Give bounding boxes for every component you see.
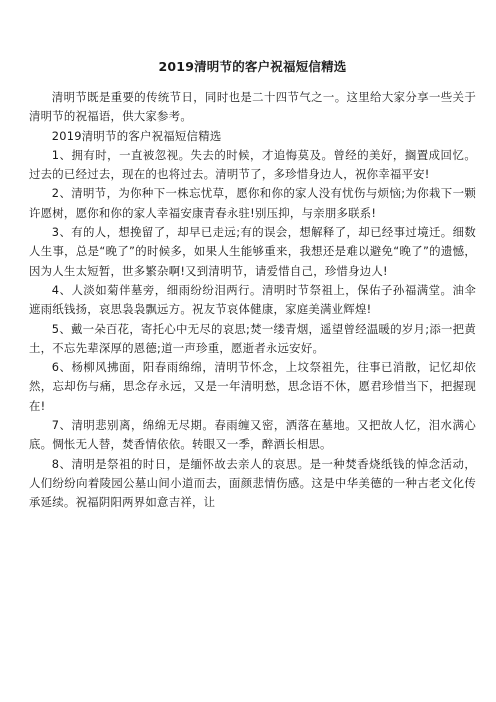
document-title: 2019清明节的客户祝福短信精选 [158, 59, 347, 74]
message-4: 4、人淡如菊伴墓旁，细雨纷纷泪两行。清明时节祭祖上，保佑子孙福满堂。油伞遮雨纸钱扬，哀思袅袅飘远方。祝友节哀体健康，家庭美满业辉煌! [29, 282, 476, 317]
section-heading: 2019清明节的客户祝福短信精选 [51, 128, 222, 143]
message-7: 7、清明悲别离，绵绵无尽期。春雨缠又密，洒落在墓地。又把故人忆，泪水满心底。惆怅无人替，焚香情依依。转眼又一季，醉酒长相思。 [29, 418, 476, 452]
message-5: 5、戴一朵百花，寄托心中无尽的哀思;焚一缕青烟，遥望曾经温暖的岁月;添一把黄土，不忘先辈深厚的恩德;道一声珍重，愿逝者永远安好。 [29, 321, 476, 355]
message-6: 6、杨柳风拂面，阳春雨绵绵，清明节怀念，上坟祭祖先，往事已消散，记忆却依然，忘却伤与痛，思念存永远，又是一年清明愁，思念语不休，愿君珍惜当下，把握现在! [29, 360, 476, 413]
intro-paragraph: 清明节既是重要的传统节日，同时也是二十四节气之一。这里给大家分享一些关于清明节的祝福语，供大家参考。 [29, 90, 476, 124]
message-8: 8、清明是祭祖的时日，是缅怀故去亲人的哀思。是一种焚香烧纸钱的悼念活动，人们纷纷向着陵园公墓山间小道而去，面颜悲情伤感。这是中华美德的一种古老文化传承延续。祝福阴阳两界如意吉祥，让 [29, 456, 476, 510]
message-2: 2、清明节，为你种下一株忘忧草，愿你和你的家人没有忧伤与烦恼;为你栽下一颗许愿树，愿你和你的家人幸福安康青春永驻!别压抑，与亲朋多联系! [29, 186, 476, 220]
message-3: 3、有的人，想挽留了，却早已走远;有的误会，想解释了，却已经事过境迁。细数人生事，总是“晚了”的时候多，如果人生能够重来，我想还是难以避免“晚了”的遗憾，因为人生太短暂，世多繁杂啊!又到清明节，请爱惜自己，珍惜身边人! [29, 225, 476, 278]
message-1: 1、拥有时，一直被忽视。失去的时候，才追悔莫及。曾经的美好，搁置成回忆。过去的已经过去，现在的也将过去。清明节了，多珍惜身边人，祝你幸福平安! [29, 147, 476, 182]
